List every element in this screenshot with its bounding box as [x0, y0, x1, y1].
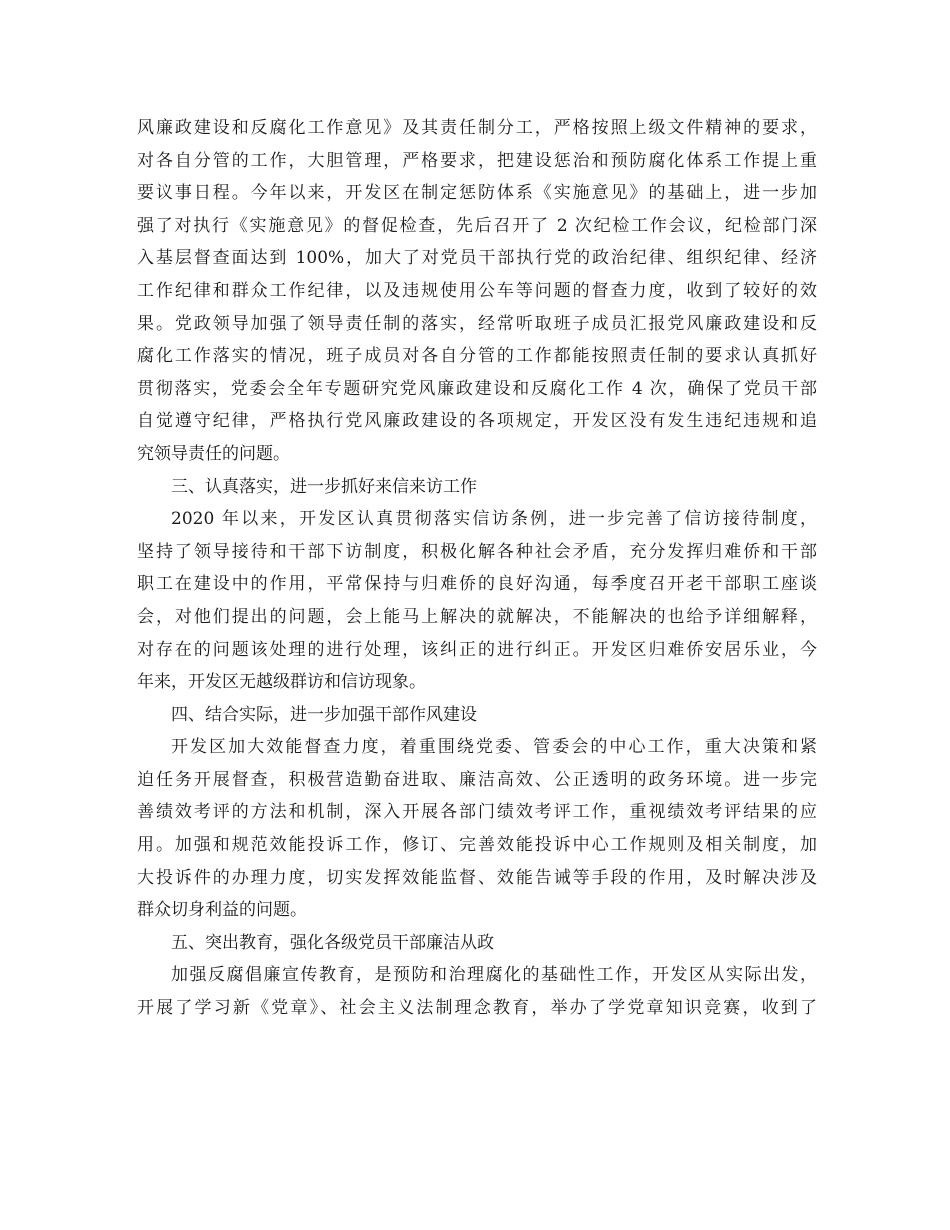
- text-line: 风廉政建设和反腐化工作意见》及其责任制分工，严格按照上级文件精神的要求，: [137, 118, 817, 138]
- paragraph: [137, 503, 817, 699]
- text-line: 职工在建设中的作用，平常保持与归难侨的良好沟通，每季度召开老干部职工座谈: [137, 574, 817, 595]
- text-line: 迫任务开展督查，积极营造勤奋进取、廉洁高效、公正透明的政务环境。进一步完: [137, 769, 817, 790]
- paragraph: [137, 959, 817, 1024]
- paragraph: [137, 731, 817, 927]
- text-line: 果。党政领导加强了领导责任制的落实，经常听取班子成员汇报党风廉政建设和反: [137, 313, 817, 334]
- text-line: 开展了学习新《党章》、社会主义法制理念教育，举办了学党章知识竞赛，收到了: [137, 998, 817, 1019]
- section-heading: 三、认真落实，进一步抓好来信来访工作: [171, 476, 477, 497]
- text-line: 对存在的问题该处理的进行处理，该纠正的进行纠正。开发区归难侨安居乐业，今: [137, 639, 817, 660]
- text-line: 工作纪律和群众工作纪律，以及违规使用公车等问题的督查力度，收到了较好的效: [137, 280, 817, 301]
- text-line: 对各自分管的工作，大胆管理，严格要求，把建设惩治和预防腐化体系工作提上重: [137, 150, 817, 171]
- text-line: 贯彻落实，党委会全年专题研究党风廉政建设和反腐化工作 4 次，确保了党员干部: [137, 378, 817, 399]
- text-line: 群众切身利益的问题。: [137, 900, 307, 921]
- section-heading: 四、结合实际，进一步加强干部作风建设: [171, 704, 477, 725]
- text-line: 用。加强和规范效能投诉工作，修订、完善效能投诉中心工作规则及相关制度，加: [137, 835, 817, 856]
- section-heading: 五、突出教育，强化各级党员干部廉洁从政: [171, 932, 494, 953]
- text-line: 2020 年以来，开发区认真贯彻落实信访条例，进一步完善了信访接待制度，: [171, 509, 817, 530]
- text-line: 自觉遵守纪律，严格执行党风廉政建设的各项规定，开发区没有发生违纪违规和追: [137, 411, 817, 432]
- document-page: [137, 112, 817, 1025]
- text-line: 入基层督查面达到 100%，加大了对党员干部执行党的政治纪律、组织纪律、经济: [137, 248, 817, 269]
- text-line: 年来，开发区无越级群访和信访现象。: [137, 672, 426, 693]
- text-line: 腐化工作落实的情况，班子成员对各自分管的工作都能按照责任制的要求认真抓好: [137, 346, 817, 367]
- text-line: 加强反腐倡廉宣传教育，是预防和治理腐化的基础性工作，开发区从实际出发，: [171, 965, 817, 986]
- text-line: 大投诉件的办理力度，切实发挥效能监督、效能告诫等手段的作用，及时解决涉及: [137, 867, 817, 888]
- paragraph: [137, 112, 817, 471]
- text-line: 究领导责任的问题。: [137, 443, 290, 464]
- text-line: 善绩效考评的方法和机制，深入开展各部门绩效考评工作，重视绩效考评结果的应: [137, 802, 817, 823]
- text-line: 会，对他们提出的问题，会上能马上解决的就解决，不能解决的也给予详细解释，: [137, 606, 817, 627]
- text-line: 开发区加大效能督查力度，着重围绕党委、管委会的中心工作，重大决策和紧: [171, 737, 817, 758]
- text-line: 强了对执行《实施意见》的督促检查，先后召开了 2 次纪检工作会议，纪检部门深: [137, 215, 817, 236]
- text-line: 要议事日程。今年以来，开发区在制定惩防体系《实施意见》的基础上，进一步加: [137, 183, 817, 204]
- text-line: 坚持了领导接待和干部下访制度，积极化解各种社会矛盾，充分发挥归难侨和干部: [137, 541, 817, 562]
